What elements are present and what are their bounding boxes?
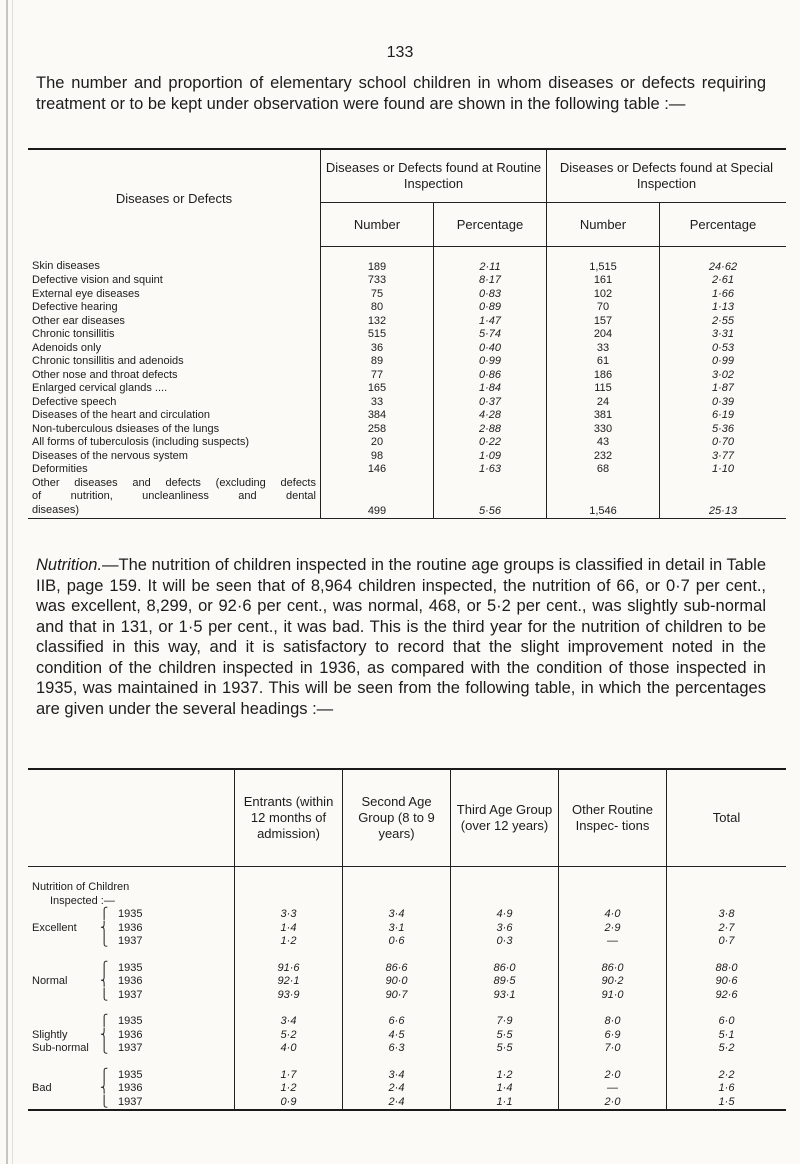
nutrition-value: 3·4 — [343, 1069, 451, 1083]
routine-percentage: 1·09 — [434, 450, 547, 464]
routine-number: 80 — [321, 301, 434, 315]
nutrition-value: 1·2 — [451, 1069, 559, 1083]
nutrition-value: 3·4 — [235, 1015, 343, 1029]
special-number: 186 — [547, 369, 660, 383]
disease-label: Enlarged cervical glands .... — [28, 382, 321, 396]
special-percentage: 0·53 — [711, 341, 735, 354]
table-row — [28, 1042, 786, 1056]
brace-glyph: ⎧ — [100, 961, 109, 974]
year-label: 1936 — [118, 975, 143, 987]
nutrition-value: 1·4 — [235, 922, 343, 936]
nutrition-value: 90·2 — [559, 975, 667, 989]
category-label: Bad — [32, 1082, 52, 1094]
nutrition-value: 5·5 — [451, 1029, 559, 1043]
nutrition-text: —The nutrition of children inspected in the routine age groups is classified in detail in Table IIB, page 159. It will be seen that of 8,964 children inspected, the nutrition of 66, or 0·7 per cent., was excellent, 8,299, or 92·6 per cent., was normal, 468, or 5·2 per cent., was slightly sub-normal and that in 131, or 1·5 per cent., it was bad. This is the third year for the nutrition of children to be classified in this way, and it is satisfactory to record that the slight improvement noted in the condition of the children inspected in 1936, as compared with the condition of those inspected in 1935, was maintained in 1937. This will be seen from the following table, in which the percentages are given under the several headings :— — [36, 556, 766, 718]
total-header: Total — [667, 769, 787, 867]
table-row — [28, 989, 786, 1003]
routine-number: 77 — [321, 369, 434, 383]
nutrition-value: 5·1 — [718, 1028, 735, 1041]
nutrition-table — [28, 768, 786, 1111]
nutrition-value: 6·3 — [343, 1042, 451, 1056]
routine-number: 146 — [321, 463, 434, 477]
brace-glyph: ⎧ — [100, 1015, 109, 1027]
routine-number: 258 — [321, 423, 434, 437]
nutrition-value: 93·1 — [451, 989, 559, 1003]
special-percentage: 1·66 — [711, 287, 735, 300]
table-row — [28, 409, 786, 423]
table-row — [28, 274, 786, 288]
disease-label: Non-tuberculous dsieases of the lungs — [28, 423, 321, 437]
special-percentage: 25·13 — [660, 477, 787, 519]
table-row — [28, 463, 786, 477]
nutrition-value: 4·0 — [559, 908, 667, 922]
disease-label — [28, 477, 321, 519]
nutrition-value: 1·5 — [667, 1096, 787, 1111]
table-row — [28, 1002, 786, 1015]
table-row — [28, 895, 786, 909]
routine-number-header: Number — [321, 203, 434, 246]
special-group-header: Diseases or Defects found at Special Inspection — [547, 149, 787, 203]
table-row — [28, 436, 786, 450]
special-percentage: 24·62 — [708, 260, 738, 273]
nutrition-value: 4·0 — [235, 1042, 343, 1056]
routine-number: 132 — [321, 315, 434, 329]
special-number: 1,546 — [547, 477, 660, 519]
special-number: 33 — [547, 342, 660, 356]
table-row — [28, 355, 786, 369]
special-percentage: 3·77 — [711, 449, 735, 462]
table-row — [28, 975, 786, 989]
nutrition-value: 1·2 — [235, 935, 343, 949]
table-row — [28, 922, 786, 936]
nutrition-paragraph — [36, 555, 766, 719]
nutrition-value: 6·6 — [343, 1015, 451, 1029]
disease-label: All forms of tuberculosis (including suspects) — [28, 436, 321, 450]
table-row — [28, 1069, 786, 1083]
year-label: 1935 — [118, 1068, 143, 1081]
special-number-header: Number — [547, 203, 660, 246]
nutrition-value: 7·9 — [451, 1015, 559, 1029]
special-number: 330 — [547, 423, 660, 437]
disease-label-line: Other diseases and defects (excluding defects — [32, 476, 316, 489]
routine-number: 98 — [321, 450, 434, 464]
diseases-table — [28, 148, 786, 519]
brace-glyph: ⎨ — [100, 1082, 109, 1094]
nutrition-value: 91·0 — [559, 989, 667, 1003]
disease-label-line: diseases) — [32, 503, 80, 516]
nutrition-value: 3·1 — [343, 922, 451, 936]
nutrition-value: 8·0 — [559, 1015, 667, 1029]
table-row — [28, 962, 786, 976]
routine-number: 89 — [321, 355, 434, 369]
routine-percentage: 0·40 — [434, 342, 547, 356]
special-number: 24 — [547, 396, 660, 410]
col-diseases-header: Diseases or Defects — [28, 149, 321, 246]
nutrition-value: — — [559, 1082, 667, 1096]
table-row — [28, 1015, 786, 1029]
routine-percentage: 0·22 — [434, 436, 547, 450]
nutrition-value: 6·0 — [718, 1015, 735, 1027]
table-row — [28, 949, 786, 962]
disease-label: External eye diseases — [28, 288, 321, 302]
routine-percentage: 0·37 — [434, 396, 547, 410]
routine-percentage: 0·89 — [434, 301, 547, 315]
special-number: 157 — [547, 315, 660, 329]
routine-number: 384 — [321, 409, 434, 423]
category-label: Slightly — [32, 1028, 68, 1041]
table-row — [28, 1096, 786, 1111]
routine-percentage: 0·83 — [434, 288, 547, 302]
table-row — [28, 342, 786, 356]
routine-percentage: 0·99 — [434, 355, 547, 369]
year-label: 1937 — [118, 1095, 143, 1108]
disease-label: Adenoids only — [28, 342, 321, 356]
nutrition-value: 90·7 — [343, 989, 451, 1003]
routine-number: 75 — [321, 288, 434, 302]
special-percentage: 5·36 — [711, 422, 735, 435]
special-percentage: 1·10 — [711, 463, 735, 475]
table-row — [28, 423, 786, 437]
nutrition-value: 2·9 — [559, 922, 667, 936]
special-number: 115 — [547, 382, 660, 396]
routine-number: 165 — [321, 382, 434, 396]
nutrition-value: 3·3 — [235, 908, 343, 922]
brace-glyph: ⎩ — [100, 1095, 109, 1108]
nutrition-value: 1·7 — [235, 1069, 343, 1083]
table-row — [28, 908, 786, 922]
brace-glyph: ⎧ — [100, 908, 109, 920]
special-percentage: 0·39 — [711, 395, 735, 408]
routine-percentage: 1·47 — [434, 315, 547, 329]
table-row — [28, 477, 786, 519]
brace-glyph: ⎨ — [100, 921, 109, 934]
routine-percentage: 2·11 — [434, 246, 547, 274]
routine-percentage: 5·74 — [434, 328, 547, 342]
nutrition-value: — — [559, 935, 667, 949]
scan-edge-line — [6, 0, 8, 1164]
nutrition-value: 1·4 — [451, 1082, 559, 1096]
special-number: 232 — [547, 450, 660, 464]
nutrition-value: 5·2 — [718, 1042, 735, 1054]
routine-number: 33 — [321, 396, 434, 410]
year-label: 1935 — [118, 961, 143, 974]
nutrition-value: 89·5 — [451, 975, 559, 989]
routine-number: 36 — [321, 342, 434, 356]
special-percentage-header: Percentage — [660, 203, 787, 246]
table-row — [28, 450, 786, 464]
nutrition-value: 4·5 — [343, 1029, 451, 1043]
nutrition-value: 2·2 — [718, 1068, 735, 1081]
nutrition-value: 86·0 — [559, 962, 667, 976]
nutrition-value: 2·4 — [343, 1096, 451, 1111]
special-percentage: 6·19 — [711, 409, 735, 421]
nutrition-value: 3·6 — [451, 922, 559, 936]
routine-percentage: 4·28 — [434, 409, 547, 423]
disease-label: Diseases of the nervous system — [28, 450, 321, 464]
section-label: Nutrition of Children — [28, 867, 235, 895]
nutrition-value: 1·6 — [718, 1082, 735, 1094]
nutrition-value: 4·9 — [451, 908, 559, 922]
special-number: 43 — [547, 436, 660, 450]
nutrition-value: 93·9 — [235, 989, 343, 1003]
nutrition-value: 2·0 — [559, 1096, 667, 1111]
nutrition-value: 92·6 — [715, 988, 738, 1001]
nutrition-title: Nutrition. — [36, 556, 103, 574]
disease-label: Deformities — [28, 463, 321, 477]
routine-number: 189 — [321, 246, 434, 274]
disease-label: Defective vision and squint — [28, 274, 321, 288]
disease-label-line: of nutrition, uncleanliness and dental — [32, 490, 316, 502]
scan-edge-line — [12, 0, 13, 1164]
nutrition-value: 0·6 — [343, 935, 451, 949]
table-row — [28, 1082, 786, 1096]
routine-percentage: 5·56 — [434, 477, 547, 519]
routine-percentage-header: Percentage — [434, 203, 547, 246]
disease-label: Skin diseases — [28, 246, 321, 274]
table-row — [28, 328, 786, 342]
disease-label: Defective speech — [28, 396, 321, 410]
year-label: 1937 — [118, 1042, 143, 1054]
special-percentage: 3·02 — [711, 368, 735, 381]
routine-group-header: Diseases or Defects found at Routine Inspection — [321, 149, 547, 203]
category-label: Normal — [32, 975, 68, 987]
third-age-group-header: Third Age Group (over 12 years) — [451, 769, 559, 867]
nutrition-value: 2·0 — [559, 1069, 667, 1083]
year-label: 1937 — [118, 935, 143, 947]
nutrition-value: 0·7 — [718, 935, 735, 947]
routine-number: 499 — [321, 477, 434, 519]
special-percentage: 1·13 — [711, 301, 735, 313]
table-row — [28, 935, 786, 949]
brace-glyph: ⎨ — [100, 1028, 109, 1041]
other-routine-header: Other Routine Inspec- tions — [559, 769, 667, 867]
table-row — [28, 315, 786, 329]
brace-glyph: ⎩ — [100, 1042, 109, 1054]
brace-glyph: ⎨ — [100, 975, 109, 987]
nutrition-label-header — [28, 769, 235, 867]
brace-glyph: ⎩ — [100, 988, 109, 1001]
brace-glyph: ⎧ — [100, 1068, 109, 1081]
table-row — [28, 1056, 786, 1069]
nutrition-value: 3·4 — [343, 908, 451, 922]
brace-glyph: ⎩ — [100, 935, 109, 947]
table-row — [28, 246, 786, 274]
special-percentage: 3·31 — [711, 328, 735, 340]
special-percentage: 0·70 — [711, 436, 735, 448]
nutrition-value: 90·0 — [343, 975, 451, 989]
nutrition-value: 5·2 — [235, 1029, 343, 1043]
category-label: Sub-normal — [32, 1042, 89, 1054]
nutrition-value: 3·8 — [718, 908, 735, 920]
disease-label: Defective hearing — [28, 301, 321, 315]
special-number: 102 — [547, 288, 660, 302]
routine-percentage: 8·17 — [434, 274, 547, 288]
nutrition-value: 86·6 — [343, 962, 451, 976]
special-number: 161 — [547, 274, 660, 288]
nutrition-value: 90·6 — [715, 975, 738, 987]
year-label: 1935 — [118, 1015, 143, 1027]
disease-label: Other ear diseases — [28, 315, 321, 329]
special-percentage: 1·87 — [711, 382, 735, 394]
second-age-group-header: Second Age Group (8 to 9 years) — [343, 769, 451, 867]
routine-number: 515 — [321, 328, 434, 342]
table-row — [28, 867, 786, 895]
disease-label: Chronic tonsillitis — [28, 328, 321, 342]
intro-paragraph: The number and proportion of elementary school children in whom diseases or defects requiring treatment or to be kept under observation were found are shown in the following table :— — [36, 74, 766, 113]
table-row — [28, 369, 786, 383]
nutrition-value: 2·4 — [343, 1082, 451, 1096]
special-percentage: 2·55 — [711, 314, 735, 327]
routine-percentage: 1·63 — [434, 463, 547, 477]
special-percentage: 0·99 — [711, 355, 735, 367]
nutrition-value: 1·2 — [235, 1082, 343, 1096]
page-number: 133 — [386, 44, 414, 61]
nutrition-value: 5·5 — [451, 1042, 559, 1056]
section-label: Inspected :— — [28, 895, 235, 909]
nutrition-value: 6·9 — [559, 1029, 667, 1043]
special-number: 204 — [547, 328, 660, 342]
nutrition-value: 86·0 — [451, 962, 559, 976]
special-percentage: 2·61 — [711, 274, 735, 286]
entrants-header: Entrants (within 12 months of admission) — [235, 769, 343, 867]
nutrition-value: 7·0 — [559, 1042, 667, 1056]
table-row — [28, 1029, 786, 1043]
nutrition-value: 92·1 — [235, 975, 343, 989]
nutrition-value: 91·6 — [235, 962, 343, 976]
routine-percentage: 2·88 — [434, 423, 547, 437]
table-row — [28, 396, 786, 410]
year-label: 1936 — [118, 1082, 143, 1094]
special-number: 68 — [547, 463, 660, 477]
disease-label: Chronic tonsillitis and adenoids — [28, 355, 321, 369]
special-number: 70 — [547, 301, 660, 315]
nutrition-value: 88·0 — [715, 961, 738, 974]
table-row — [28, 288, 786, 302]
nutrition-value: 1·1 — [451, 1096, 559, 1111]
nutrition-value: 0·3 — [451, 935, 559, 949]
routine-number: 733 — [321, 274, 434, 288]
routine-percentage: 0·86 — [434, 369, 547, 383]
nutrition-value: 0·9 — [235, 1096, 343, 1111]
routine-number: 20 — [321, 436, 434, 450]
year-label: 1936 — [118, 1028, 143, 1041]
year-label: 1937 — [118, 988, 143, 1001]
special-number: 61 — [547, 355, 660, 369]
year-label: 1936 — [118, 921, 143, 934]
year-label: 1935 — [118, 908, 143, 920]
nutrition-value: 2·7 — [718, 921, 735, 934]
table-row — [28, 301, 786, 315]
disease-label: Diseases of the heart and circulation — [28, 409, 321, 423]
special-number: 381 — [547, 409, 660, 423]
disease-label: Other nose and throat defects — [28, 369, 321, 383]
special-number: 1,515 — [547, 246, 660, 274]
table-row — [28, 382, 786, 396]
category-label: Excellent — [32, 921, 77, 934]
routine-percentage: 1·84 — [434, 382, 547, 396]
